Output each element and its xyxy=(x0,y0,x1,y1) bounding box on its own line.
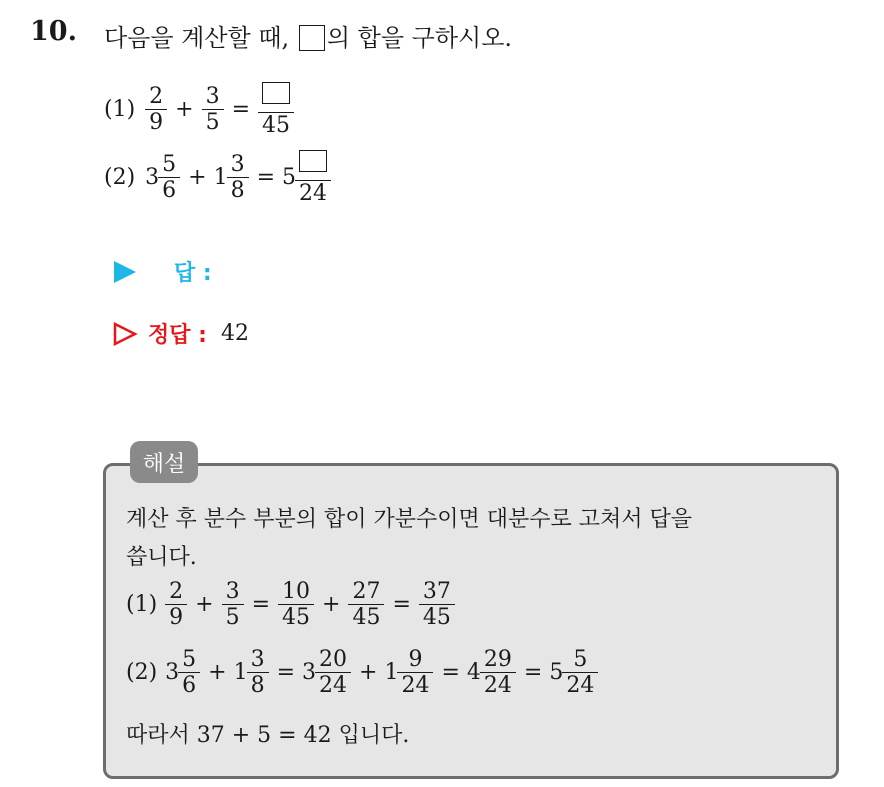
denominator: 8 xyxy=(227,177,249,202)
denominator: 45 xyxy=(348,604,384,629)
denominator: 24 xyxy=(397,672,433,697)
whole-number: 1 xyxy=(384,660,399,686)
step-2-label: (2) xyxy=(126,660,158,686)
fraction xyxy=(249,648,267,697)
fraction xyxy=(564,648,596,697)
correct-answer-value: 42 xyxy=(220,321,249,346)
blank-box xyxy=(299,150,327,172)
denominator: 24 xyxy=(315,672,351,697)
denominator: 6 xyxy=(178,672,200,697)
whole-number: 5 xyxy=(549,660,564,686)
solution-text-line2: 씁니다. xyxy=(126,545,197,570)
whole-number: 1 xyxy=(233,660,248,686)
whole-number: 4 xyxy=(466,660,481,686)
fraction xyxy=(204,85,222,134)
denominator: 9 xyxy=(145,109,167,134)
plus-sign: + xyxy=(175,97,194,123)
prompt-text-end: 의 합을 구하시오. xyxy=(326,24,513,52)
fraction xyxy=(147,85,165,134)
fraction xyxy=(224,580,242,629)
numerator: 3 xyxy=(205,84,220,109)
numerator: 10 xyxy=(282,579,311,604)
fraction xyxy=(280,580,312,629)
problem-1 xyxy=(104,82,295,137)
plus-sign: + xyxy=(188,165,207,191)
numerator: 3 xyxy=(225,579,240,604)
plus-sign: + xyxy=(322,592,341,618)
numerator: 29 xyxy=(483,647,512,672)
fraction xyxy=(482,648,514,697)
step-1-label: (1) xyxy=(126,592,158,618)
denominator: 45 xyxy=(419,604,455,629)
equals-sign: = xyxy=(251,592,271,618)
question-number: 10. xyxy=(30,16,77,47)
whole-number: 5 xyxy=(282,165,297,191)
plus-sign: + xyxy=(359,660,378,686)
numerator: 5 xyxy=(162,152,177,177)
numerator: 2 xyxy=(169,579,184,604)
numerator: 5 xyxy=(182,647,197,672)
denominator: 9 xyxy=(165,604,187,629)
question-prompt xyxy=(104,18,512,53)
correct-answer-row xyxy=(112,318,249,349)
blank-box xyxy=(262,82,290,104)
numerator: 20 xyxy=(319,647,348,672)
answer-row xyxy=(112,256,212,287)
fraction xyxy=(160,153,178,202)
numerator: 3 xyxy=(250,647,265,672)
blank-box xyxy=(299,25,325,51)
numerator: 2 xyxy=(149,84,164,109)
solution-conclusion: 따라서 37 + 5 = 42 입니다. xyxy=(126,723,410,748)
equals-sign: = xyxy=(256,165,276,191)
denominator: 45 xyxy=(258,112,294,137)
denominator: 24 xyxy=(295,180,331,205)
fraction-blank xyxy=(297,150,329,205)
whole-number: 3 xyxy=(145,165,160,191)
answer-label: 답 : xyxy=(174,261,212,286)
numerator: 27 xyxy=(352,579,381,604)
plus-sign: + xyxy=(208,660,227,686)
whole-number: 3 xyxy=(165,660,180,686)
whole-number: 1 xyxy=(213,165,228,191)
plus-sign: + xyxy=(195,592,214,618)
problem-1-label: (1) xyxy=(104,97,136,123)
equals-sign: = xyxy=(231,97,251,123)
prompt-text-start: 다음을 계산할 때, xyxy=(104,24,290,52)
denominator: 24 xyxy=(562,672,598,697)
denominator: 8 xyxy=(247,672,269,697)
whole-number: 3 xyxy=(302,660,317,686)
denominator: 6 xyxy=(158,177,180,202)
fraction xyxy=(399,648,431,697)
numerator: 9 xyxy=(408,647,423,672)
equals-sign: = xyxy=(441,660,460,686)
fraction xyxy=(167,580,185,629)
equals-sign: = xyxy=(392,592,411,618)
correct-answer-label: 정답 : xyxy=(148,323,207,348)
solution-text-line1: 계산 후 분수 부분의 합이 가분수이면 대분수로 고쳐서 답을 xyxy=(126,507,692,532)
solution-step-2 xyxy=(126,648,599,697)
problem-2 xyxy=(104,150,332,205)
fraction-blank xyxy=(260,82,292,137)
equals-sign: = xyxy=(523,660,543,686)
denominator: 5 xyxy=(222,604,244,629)
denominator: 24 xyxy=(480,672,516,697)
denominator: 5 xyxy=(202,109,224,134)
fraction xyxy=(229,153,247,202)
problem-2-label: (2) xyxy=(104,165,136,191)
outline-triangle-icon xyxy=(112,321,138,347)
numerator: 5 xyxy=(573,647,588,672)
numerator: 3 xyxy=(230,152,245,177)
numerator: 37 xyxy=(422,579,451,604)
fraction xyxy=(350,580,382,629)
fraction xyxy=(180,648,198,697)
solution-step-1 xyxy=(126,580,456,629)
fraction xyxy=(421,580,453,629)
play-triangle-icon xyxy=(112,259,138,285)
denominator: 45 xyxy=(278,604,314,629)
fraction xyxy=(317,648,349,697)
solution-tag: 해설 xyxy=(130,441,198,483)
equals-sign: = xyxy=(276,660,296,686)
